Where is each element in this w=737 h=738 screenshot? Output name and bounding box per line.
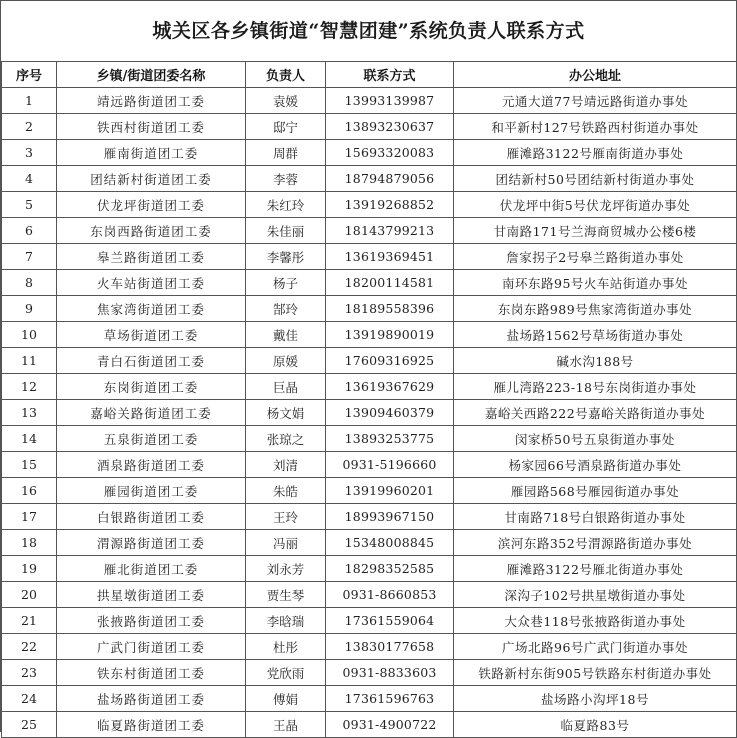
cell-phone: 13619367629 <box>326 374 454 400</box>
cell-address: 碱水沟188号 <box>454 348 737 374</box>
cell-person: 李晗瑞 <box>246 608 326 634</box>
cell-no: 22 <box>2 634 57 660</box>
cell-person: 杨文娟 <box>246 400 326 426</box>
cell-no: 11 <box>2 348 57 374</box>
cell-phone: 17609316925 <box>326 348 454 374</box>
cell-phone: 0931-5196660 <box>326 452 454 478</box>
cell-unit: 临夏路街道团工委 <box>57 712 246 738</box>
cell-phone: 13619369451 <box>326 244 454 270</box>
table-row <box>2 608 737 634</box>
header-person: 负责人 <box>246 62 326 88</box>
cell-address: 嘉峪关西路222号嘉峪关路街道办事处 <box>454 400 737 426</box>
cell-no: 3 <box>2 140 57 166</box>
cell-address: 甘南路718号白银路街道办事处 <box>454 504 737 530</box>
table-row <box>2 452 737 478</box>
table-row <box>2 244 737 270</box>
cell-person: 冯丽 <box>246 530 326 556</box>
cell-unit: 白银路街道团工委 <box>57 504 246 530</box>
cell-address: 伏龙坪中街5号伏龙坪街道办事处 <box>454 192 737 218</box>
cell-no: 20 <box>2 582 57 608</box>
cell-phone: 15693320083 <box>326 140 454 166</box>
table-row <box>2 322 737 348</box>
cell-address: 元通大道77号靖远路街道办事处 <box>454 88 737 114</box>
cell-person: 杨子 <box>246 270 326 296</box>
header-row <box>2 62 737 88</box>
cell-phone: 17361596763 <box>326 686 454 712</box>
header-address: 办公地址 <box>454 62 737 88</box>
cell-person: 贾生琴 <box>246 582 326 608</box>
table-row <box>2 478 737 504</box>
cell-no: 25 <box>2 712 57 738</box>
header-phone: 联系方式 <box>326 62 454 88</box>
table-row <box>2 166 737 192</box>
cell-unit: 团结新村街道团工委 <box>57 166 246 192</box>
cell-unit: 雁南街道团工委 <box>57 140 246 166</box>
table-row <box>2 296 737 322</box>
cell-phone: 18200114581 <box>326 270 454 296</box>
cell-phone: 15348008845 <box>326 530 454 556</box>
cell-unit: 五泉街道团工委 <box>57 426 246 452</box>
cell-unit: 草场街道团工委 <box>57 322 246 348</box>
cell-unit: 火车站街道团工委 <box>57 270 246 296</box>
table-row <box>2 218 737 244</box>
cell-phone: 13919960201 <box>326 478 454 504</box>
cell-address: 和平新村127号铁路西村街道办事处 <box>454 114 737 140</box>
cell-phone: 18794879056 <box>326 166 454 192</box>
table-row <box>2 426 737 452</box>
cell-no: 7 <box>2 244 57 270</box>
cell-person: 郜玲 <box>246 296 326 322</box>
cell-address: 深沟子102号拱星墩街道办事处 <box>454 582 737 608</box>
cell-person: 周群 <box>246 140 326 166</box>
cell-address: 广场北路96号广武门街道办事处 <box>454 634 737 660</box>
table-row <box>2 140 737 166</box>
cell-unit: 伏龙坪街道团工委 <box>57 192 246 218</box>
contact-table <box>1 61 737 738</box>
cell-phone: 13830177658 <box>326 634 454 660</box>
cell-address: 雁儿湾路223-18号东岗街道办事处 <box>454 374 737 400</box>
cell-unit: 渭源路街道团工委 <box>57 530 246 556</box>
cell-unit: 嘉峪关路街道团工委 <box>57 400 246 426</box>
cell-no: 21 <box>2 608 57 634</box>
header-no: 序号 <box>2 62 57 88</box>
cell-address: 雁滩路3122号雁北街道办事处 <box>454 556 737 582</box>
cell-address: 团结新村50号团结新村街道办事处 <box>454 166 737 192</box>
cell-address: 甘南路171号兰海商贸城办公楼6楼 <box>454 218 737 244</box>
cell-phone: 13909460379 <box>326 400 454 426</box>
table-row <box>2 114 737 140</box>
cell-address: 临夏路83号 <box>454 712 737 738</box>
cell-address: 大众巷118号张掖路街道办事处 <box>454 608 737 634</box>
cell-no: 9 <box>2 296 57 322</box>
cell-no: 10 <box>2 322 57 348</box>
cell-phone: 13893230637 <box>326 114 454 140</box>
cell-unit: 广武门街道团工委 <box>57 634 246 660</box>
cell-person: 党欣雨 <box>246 660 326 686</box>
cell-address: 雁滩路3122号雁南街道办事处 <box>454 140 737 166</box>
table-row <box>2 374 737 400</box>
cell-no: 2 <box>2 114 57 140</box>
cell-no: 18 <box>2 530 57 556</box>
cell-phone: 13919268852 <box>326 192 454 218</box>
cell-person: 刘永芳 <box>246 556 326 582</box>
cell-no: 4 <box>2 166 57 192</box>
cell-no: 5 <box>2 192 57 218</box>
cell-unit: 雁园街道团工委 <box>57 478 246 504</box>
cell-unit: 焦家湾街道团工委 <box>57 296 246 322</box>
cell-unit: 东岗西路街道团工委 <box>57 218 246 244</box>
cell-phone: 13919890019 <box>326 322 454 348</box>
cell-phone: 17361559064 <box>326 608 454 634</box>
table-row <box>2 634 737 660</box>
header-unit: 乡镇/街道团委名称 <box>57 62 246 88</box>
cell-person: 李蓉 <box>246 166 326 192</box>
cell-no: 15 <box>2 452 57 478</box>
cell-unit: 青白石街道团工委 <box>57 348 246 374</box>
cell-unit: 靖远路街道团工委 <box>57 88 246 114</box>
cell-unit: 东岗街道团工委 <box>57 374 246 400</box>
cell-person: 杜彤 <box>246 634 326 660</box>
cell-no: 16 <box>2 478 57 504</box>
cell-person: 原媛 <box>246 348 326 374</box>
cell-person: 邸宁 <box>246 114 326 140</box>
cell-phone: 18993967150 <box>326 504 454 530</box>
cell-address: 南环东路95号火车站街道办事处 <box>454 270 737 296</box>
cell-phone: 0931-8660853 <box>326 582 454 608</box>
cell-no: 1 <box>2 88 57 114</box>
cell-person: 刘清 <box>246 452 326 478</box>
cell-person: 朱红玲 <box>246 192 326 218</box>
cell-person: 王玲 <box>246 504 326 530</box>
table-row <box>2 686 737 712</box>
document-title: 城关区各乡镇街道“智慧团建”系统负责人联系方式 <box>1 0 736 61</box>
cell-person: 王晶 <box>246 712 326 738</box>
cell-person: 李馨彤 <box>246 244 326 270</box>
cell-phone: 0931-8833603 <box>326 660 454 686</box>
cell-no: 17 <box>2 504 57 530</box>
cell-no: 24 <box>2 686 57 712</box>
cell-address: 闵家桥50号五泉街道办事处 <box>454 426 737 452</box>
cell-address: 杨家园66号酒泉路街道办事处 <box>454 452 737 478</box>
cell-unit: 铁东村街道团工委 <box>57 660 246 686</box>
table-row <box>2 192 737 218</box>
cell-person: 朱皓 <box>246 478 326 504</box>
table-row <box>2 348 737 374</box>
cell-no: 23 <box>2 660 57 686</box>
table-row <box>2 556 737 582</box>
cell-no: 13 <box>2 400 57 426</box>
cell-unit: 皋兰路街道团工委 <box>57 244 246 270</box>
table-row <box>2 660 737 686</box>
table-row <box>2 400 737 426</box>
table-row <box>2 88 737 114</box>
cell-address: 滨河东路352号渭源路街道办事处 <box>454 530 737 556</box>
table-body <box>2 88 737 738</box>
cell-person: 巨晶 <box>246 374 326 400</box>
cell-no: 19 <box>2 556 57 582</box>
cell-address: 盐场路小沟坪18号 <box>454 686 737 712</box>
table-row <box>2 712 737 738</box>
table-row <box>2 530 737 556</box>
cell-person: 朱佳丽 <box>246 218 326 244</box>
table-row <box>2 504 737 530</box>
cell-no: 8 <box>2 270 57 296</box>
cell-no: 6 <box>2 218 57 244</box>
cell-address: 东岗东路989号焦家湾街道办事处 <box>454 296 737 322</box>
cell-address: 詹家拐子2号皋兰路街道办事处 <box>454 244 737 270</box>
cell-no: 14 <box>2 426 57 452</box>
cell-unit: 拱星墩街道团工委 <box>57 582 246 608</box>
table-row <box>2 270 737 296</box>
cell-person: 戴佳 <box>246 322 326 348</box>
cell-person: 傅娟 <box>246 686 326 712</box>
cell-unit: 酒泉路街道团工委 <box>57 452 246 478</box>
cell-unit: 张掖路街道团工委 <box>57 608 246 634</box>
cell-no: 12 <box>2 374 57 400</box>
cell-unit: 雁北街道团工委 <box>57 556 246 582</box>
cell-phone: 18298352585 <box>326 556 454 582</box>
cell-address: 盐场路1562号草场街道办事处 <box>454 322 737 348</box>
cell-person: 袁媛 <box>246 88 326 114</box>
cell-person: 张琼之 <box>246 426 326 452</box>
cell-unit: 盐场路街道团工委 <box>57 686 246 712</box>
cell-unit: 铁西村街道团工委 <box>57 114 246 140</box>
cell-phone: 18189558396 <box>326 296 454 322</box>
cell-phone: 18143799213 <box>326 218 454 244</box>
cell-phone: 13893253775 <box>326 426 454 452</box>
table-row <box>2 582 737 608</box>
cell-phone: 13993139987 <box>326 88 454 114</box>
cell-address: 铁路新村东街905号铁路东村街道办事处 <box>454 660 737 686</box>
cell-address: 雁园路568号雁园街道办事处 <box>454 478 737 504</box>
cell-phone: 0931-4900722 <box>326 712 454 738</box>
